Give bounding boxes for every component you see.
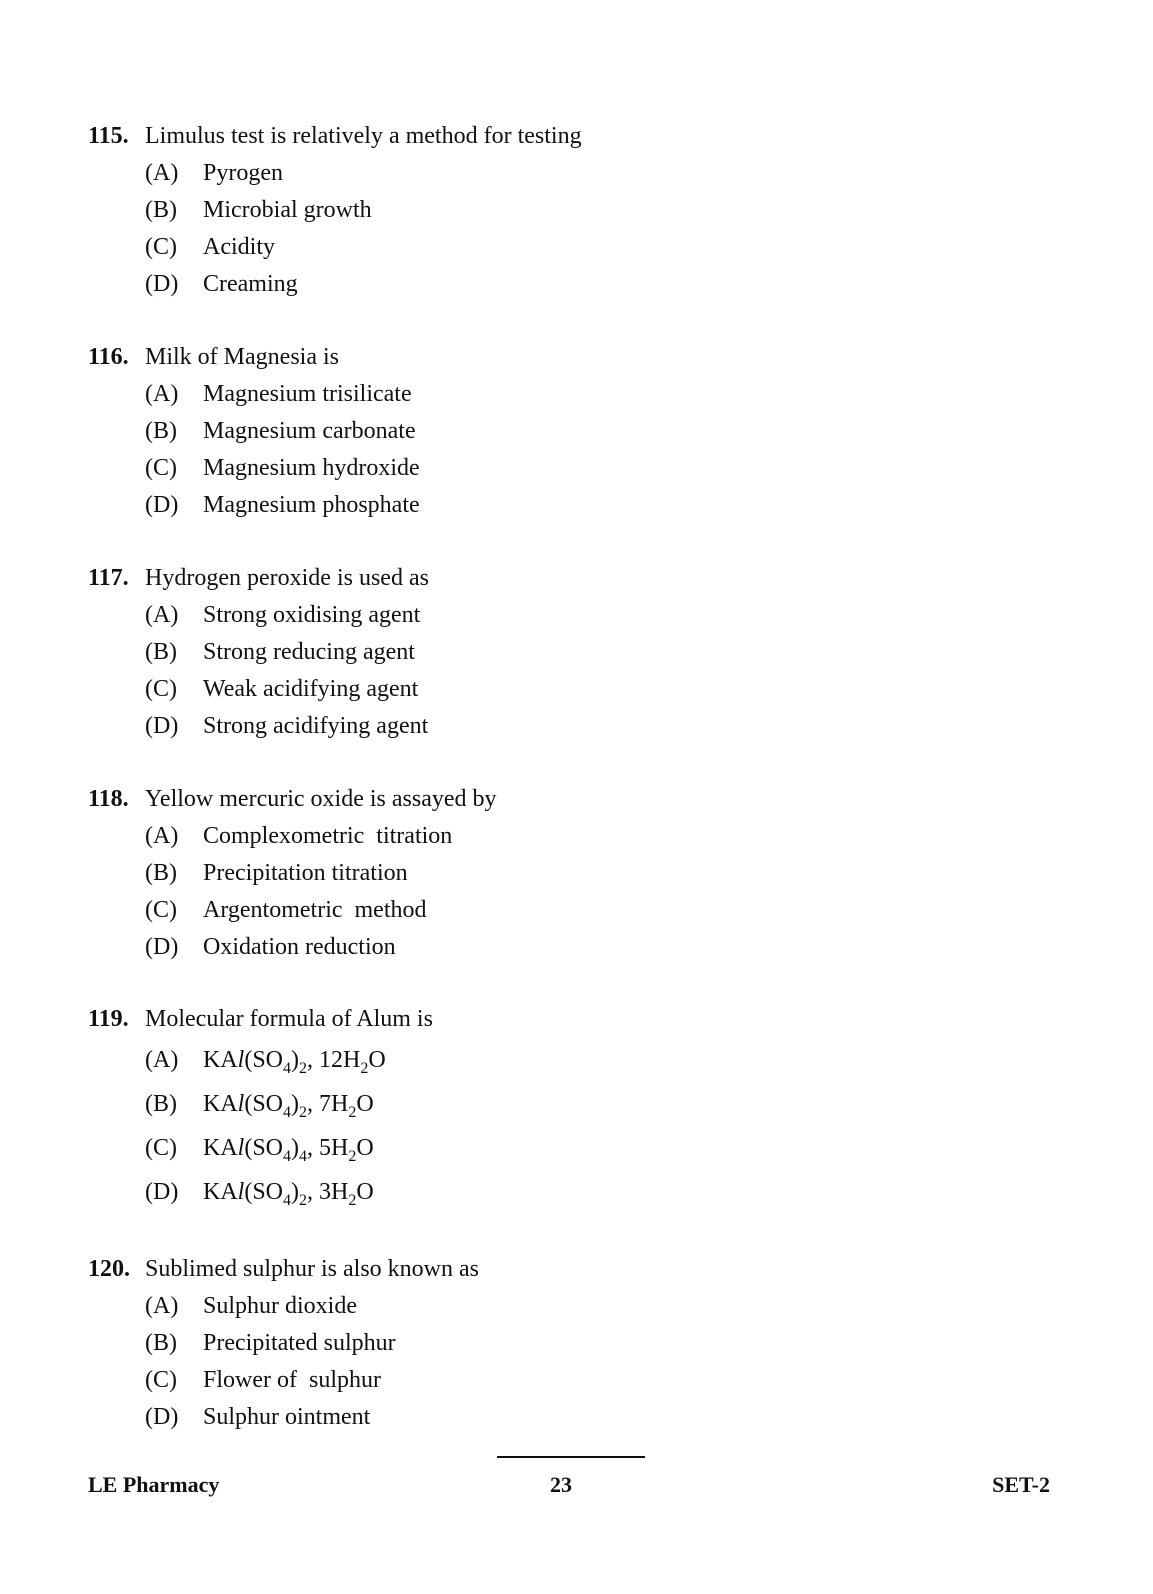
question-120 bbox=[88, 1251, 1088, 1436]
footer-left: LE Pharmacy bbox=[88, 1472, 220, 1497]
question-number: 120. bbox=[88, 1256, 130, 1282]
question-number: 116. bbox=[88, 344, 129, 370]
option-b: (B) Strong reducing agent bbox=[145, 639, 415, 665]
page-number: 23 bbox=[550, 1472, 572, 1497]
option-c: (C) Acidity bbox=[145, 234, 275, 260]
question-stem bbox=[88, 118, 1088, 155]
question-stem bbox=[88, 339, 1088, 376]
question-number: 117. bbox=[88, 565, 129, 591]
option-c: (C) $KAl(SO_4)_4$, $5H_2O$ bbox=[145, 1135, 374, 1165]
option-a: (A) Pyrogen bbox=[145, 160, 283, 186]
question-stem bbox=[88, 1001, 1088, 1038]
question-text: Molecular formula of Alum is bbox=[145, 1006, 433, 1032]
question-text: Yellow mercuric oxide is assayed by bbox=[145, 786, 497, 812]
question-number: 118. bbox=[88, 786, 129, 812]
question-115 bbox=[88, 118, 1088, 303]
option-a: (A) Strong oxidising agent bbox=[145, 602, 421, 628]
option-a: (A) Magnesium trisilicate bbox=[145, 381, 412, 407]
option-c: (C) Weak acidifying agent bbox=[145, 676, 419, 702]
question-stem bbox=[88, 560, 1088, 597]
option-a: (A) Complexometric titration bbox=[145, 823, 453, 849]
option-b: (B) Magnesium carbonate bbox=[145, 418, 416, 444]
option-d: (D) Magnesium phosphate bbox=[145, 492, 420, 518]
question-number: 119. bbox=[88, 1006, 129, 1032]
option-b: (B) Precipitated sulphur bbox=[145, 1330, 396, 1356]
question-text: Milk of Magnesia is bbox=[145, 344, 339, 370]
option-c: (C) Argentometric method bbox=[145, 897, 427, 923]
footer-divider bbox=[497, 1456, 645, 1458]
chemical-formula: $KAl(SO_4)_2$, $7H_2O$ bbox=[203, 1091, 374, 1121]
question-number: 115. bbox=[88, 123, 129, 149]
option-b: (B) $KAl(SO_4)_2$, $7H_2O$ bbox=[145, 1091, 374, 1121]
option-b: (B) Microbial growth bbox=[145, 197, 372, 223]
option-c: (C) Flower of sulphur bbox=[145, 1367, 381, 1393]
question-116 bbox=[88, 339, 1088, 524]
question-text: Sublimed sulphur is also known as bbox=[145, 1256, 479, 1282]
chemical-formula: $KAl(SO_4)_2$, $12H_2O$ bbox=[203, 1047, 386, 1077]
option-a: (A) Sulphur dioxide bbox=[145, 1293, 357, 1319]
option-a: (A) $KAl(SO_4)_2$, $12H_2O$ bbox=[145, 1047, 386, 1077]
option-c: (C) Magnesium hydroxide bbox=[145, 455, 420, 481]
question-text: Hydrogen peroxide is used as bbox=[145, 565, 429, 591]
option-d: (D) Sulphur ointment bbox=[145, 1404, 371, 1430]
chemical-formula: $KAl(SO_4)_4$, $5H_2O$ bbox=[203, 1135, 374, 1165]
option-d: (D) $KAl(SO_4)_2$, $3H_2O$ bbox=[145, 1179, 374, 1209]
question-118 bbox=[88, 781, 1088, 966]
question-text: Limulus test is relatively a method for testing bbox=[145, 123, 582, 149]
chemical-formula: $KAl(SO_4)_2$, $3H_2O$ bbox=[203, 1179, 374, 1209]
question-stem bbox=[88, 1251, 1088, 1288]
option-d: (D) Oxidation reduction bbox=[145, 934, 396, 960]
option-d: (D) Strong acidifying agent bbox=[145, 713, 429, 739]
option-d: (D) Creaming bbox=[145, 271, 298, 297]
footer-right: SET-2 bbox=[992, 1472, 1050, 1497]
question-119 bbox=[88, 1001, 1088, 1214]
question-stem bbox=[88, 781, 1088, 818]
option-b: (B) Precipitation titration bbox=[145, 860, 408, 886]
question-117 bbox=[88, 560, 1088, 745]
